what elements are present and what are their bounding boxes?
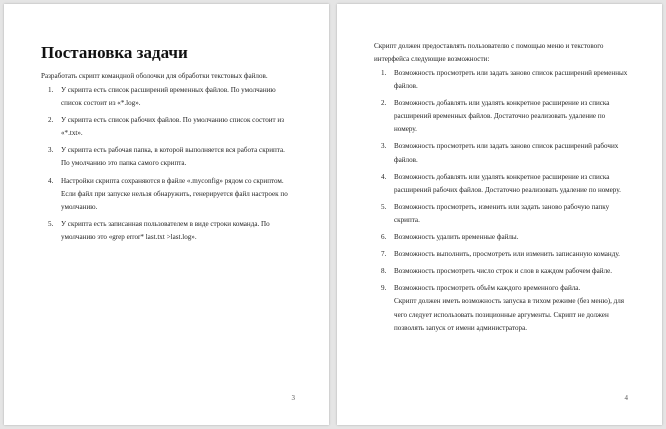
page-number: 3: [291, 393, 295, 402]
list-item-number: 3.: [48, 146, 54, 155]
list-item-text: Возможность просмотреть, изменить или задать заново рабочую папку скрипта.: [394, 202, 610, 224]
features-list: [381, 67, 629, 339]
list-item-number: 1.: [48, 86, 54, 94]
list-item: [381, 67, 629, 93]
list-item-number: 1.: [381, 69, 387, 77]
list-item-number: 3.: [381, 142, 387, 151]
list-item-text: У скрипта есть записанная пользователем в виде строки команда. По умолчанию это «grep error* last.txt >last.log».: [61, 219, 270, 241]
list-item: [381, 97, 629, 136]
list-item-number: 8.: [381, 267, 387, 276]
list-item-number: 2.: [381, 99, 387, 108]
list-item: [381, 231, 629, 244]
list-item-text: Возможность просмотреть объём каждого временного файла.: [394, 284, 581, 293]
list-item-number: 5.: [48, 219, 54, 228]
list-item: [381, 282, 629, 334]
list-item: [48, 114, 294, 140]
requirements-list: [48, 84, 294, 248]
list-item-text: Возможность добавлять или удалять конкретное расширение из списка расширений временных файлов. Достаточно реализовать удаление по номеру.: [394, 99, 610, 134]
list-item-text: Возможность добавлять или удалять конкретное расширение из списка расширений рабочих файлов. Достаточно реализовать удаление по номеру.: [394, 172, 621, 194]
list-item: [381, 171, 629, 197]
list-item-number: 5.: [381, 202, 387, 211]
list-item-number: 7.: [381, 250, 387, 259]
list-item-text: Настройки скрипта сохраняются в файле «.myconfig» рядом со скриптом. Если файл при запуске нельзя обнаружить, генерируется файл настроек по умолчанию.: [61, 176, 288, 211]
list-item: [48, 218, 294, 244]
silent-mode-note: Скрипт должен иметь возможность запуска в тихом режиме (без меню), для чего следует использовать позиционные аргументы. Скрипт не должен позволять запуск от имени администратора.: [394, 297, 625, 332]
list-item-number: 4.: [48, 176, 54, 185]
list-item-text: У скрипта есть рабочая папка, в которой выполняется вся работа скрипта. По умолчанию это папка самого скрипта.: [61, 146, 285, 168]
page-number: 4: [624, 393, 628, 402]
intro-paragraph: Разработать скрипт командной оболочки для обработки текстовых файлов.: [41, 72, 268, 80]
list-item-number: 4.: [381, 172, 387, 181]
list-item: [381, 248, 629, 261]
list-item: [381, 201, 629, 227]
list-item: [48, 84, 294, 110]
list-item-number: 9.: [381, 284, 387, 293]
list-item: [381, 265, 629, 278]
list-item-text: Возможность выполнить, просмотреть или изменить записанную команду.: [394, 250, 620, 259]
list-item: [48, 175, 294, 214]
list-item: [381, 140, 629, 166]
list-item-number: 2.: [48, 116, 54, 125]
list-item-number: 6.: [381, 233, 387, 242]
page-3: [4, 4, 329, 425]
list-item-text: Возможность просмотреть или задать заново список расширений рабочих файлов.: [394, 142, 619, 164]
list-item-text: Возможность просмотреть число строк и слов в каждом рабочем файле.: [394, 267, 613, 276]
page-title: Постановка задачи: [41, 43, 188, 62]
page-4: [337, 4, 662, 425]
intro-paragraph: Скрипт должен предоставлять пользователю с помощью меню и текстового интерфейса следующие возможности:: [374, 42, 604, 64]
list-item-text: Возможность удалить временные файлы.: [394, 233, 519, 242]
list-item-text: Возможность просмотреть или задать заново список расширений временных файлов.: [394, 69, 628, 91]
list-item: [48, 144, 294, 170]
list-item-text: У скрипта есть список расширений временных файлов. По умолчанию список состоит из «*.log».: [61, 86, 276, 108]
list-item-text: У скрипта есть список рабочих файлов. По умолчанию список состоит из «*.txt».: [61, 116, 285, 138]
